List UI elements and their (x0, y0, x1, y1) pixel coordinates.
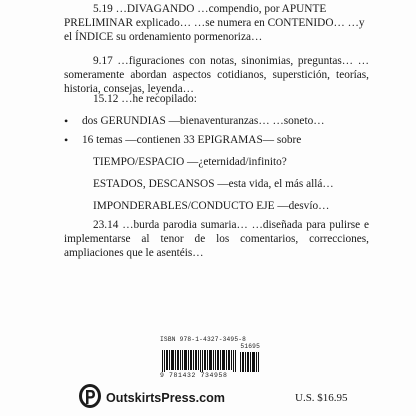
paragraph-divagando-line1: 5.19 …DIVAGANDO …compendio, por APUNTE (93, 3, 327, 15)
bullet-item-temas (64, 133, 301, 147)
topic-imponderables: IMPONDERABLES/CONDUCTO EJE —desvío… (93, 200, 330, 212)
isbn-barcode-block (160, 336, 260, 379)
outskirts-press-logo-icon (78, 383, 102, 411)
barcode-digits: 9 781432 734958 (160, 372, 228, 379)
topic-estados-descansos: ESTADOS, DESCANSOS —esta vida, el más allá… (93, 178, 334, 190)
bullet-text: dos GERUNDIAS —bienaventuranzas… …soneto… (82, 115, 325, 127)
bullet-text: 16 temas —contienen 33 EPIGRAMAS— sobre (82, 134, 302, 146)
topic-tiempo-espacio: TIEMPO/ESPACIO —¿eternidad/infinito? (93, 156, 287, 168)
paragraph-divagando-line3: el ÍNDICE su ordenamiento pormenoriza… (64, 31, 263, 43)
isbn-label: ISBN 978-1-4327-3495-8 (160, 336, 247, 343)
paragraph-figuraciones: 9.17 …figuraciones con notas, sinonimias, preguntas… …someramente abordan aspectos cotidianos, superstición, teorías, historia, consejas, leyenda… (64, 55, 369, 95)
paragraph-divagando-line2: PRELIMINAR explicado… …se numera en CONTENIDO… …y (64, 17, 365, 29)
bullet-marker: • (64, 133, 69, 147)
barcode-graphic (160, 350, 260, 372)
book-price: U.S. $16.95 (295, 392, 348, 404)
paragraph-recopilado: 15.12 …he recopilado: (93, 93, 197, 105)
bullet-item-gerundias (64, 114, 325, 128)
isbn-addon-label: 51695 (240, 343, 260, 350)
paragraph-parodia: 23.14 …burda parodia sumaria… …diseñada para pulirse e implementarse al tenor de los comentarios, correcciones, ampliaciones que le asentéis… (64, 219, 369, 259)
publisher-name: OutskirtsPress.com (106, 391, 225, 405)
bullet-marker: • (64, 114, 69, 128)
